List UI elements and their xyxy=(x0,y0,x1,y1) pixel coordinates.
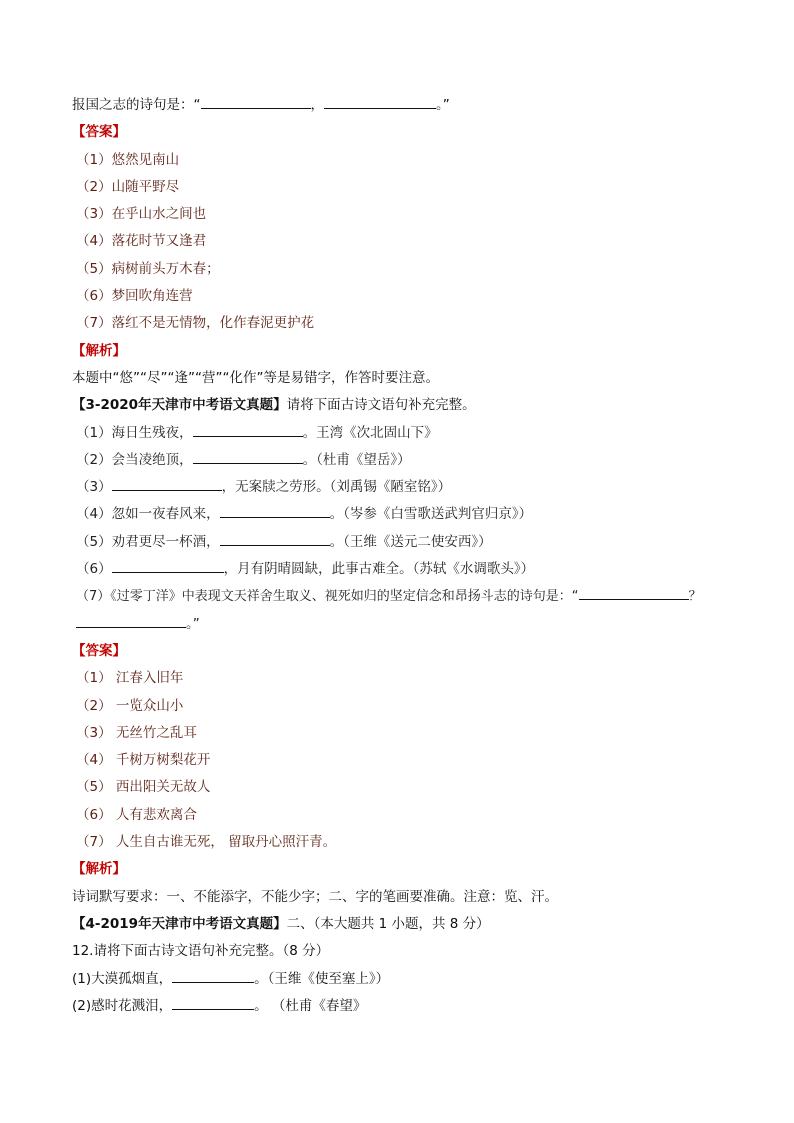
question-text: （6） xyxy=(76,561,112,578)
answer-blank xyxy=(76,613,186,628)
question-text: 。王湾《次北固山下》 xyxy=(302,424,438,441)
question-4-1 xyxy=(72,966,732,993)
section-3-instruction: 请将下面古诗文语句补充完整。 xyxy=(286,397,476,414)
question-text: 。（王维《送元二使安西》） xyxy=(329,533,492,550)
answer-blank xyxy=(193,422,303,437)
intro-mid: ， xyxy=(310,97,324,113)
answer-blank xyxy=(112,476,222,491)
answer-3-6: （6） 人有悲欢离合 xyxy=(76,806,197,823)
question-3-4 xyxy=(72,501,732,528)
document-page xyxy=(72,92,732,1020)
answer-blank xyxy=(172,968,254,983)
analysis-label: 【解析】 xyxy=(72,342,126,359)
question-text: 。（杜甫《望岳》） xyxy=(302,451,411,468)
analysis-1: 本题中“悠”“尽”“逢”“营”“化作”等是易错字，作答时要注意。 xyxy=(72,369,439,386)
section-4-rest: 二、（本大题共 1 小题，共 8 分） xyxy=(286,915,490,932)
answer-blank xyxy=(579,585,689,600)
question-3-7 xyxy=(72,583,732,610)
section-3-heading xyxy=(72,392,732,419)
answer-3-5: （5） 西出阳关无故人 xyxy=(76,779,211,796)
answer-1-1: （1）悠然见南山 xyxy=(76,151,180,168)
section-4-title: 【4-2019年天津市中考语文真题】 xyxy=(72,915,287,932)
answer-1-7: （7）落红不是无情物，化作春泥更护花 xyxy=(76,315,315,332)
question-text: ，无案牍之劳形。（刘禹锡《陋室铭》） xyxy=(221,479,452,496)
question-text: （1）海日生残夜， xyxy=(76,424,193,441)
question-text: 。 （杜甫《春望》 xyxy=(254,997,367,1014)
answer-blank xyxy=(324,94,436,109)
question-text: （7）《过零丁洋》中表现文天祥舍生取义、视死如归的坚定信念和昂扬斗志的诗句是：“ xyxy=(76,589,579,605)
question-text: ，月有阴晴圆缺，此事古难全。（苏轼《水调歌头》） xyxy=(223,561,535,578)
answer-3-2: （2） 一览众山小 xyxy=(76,697,184,714)
answer-1-2: （2）山随平野尽 xyxy=(76,178,180,195)
intro-post: 。” xyxy=(436,97,450,113)
answer-3-7: （7） 人生自古谁无死， 留取丹心照汗青。 xyxy=(76,834,337,851)
question-text: （4）忽如一夜春风来， xyxy=(76,506,220,523)
question-3-2 xyxy=(72,447,732,474)
question-text: （2）会当凌绝顶， xyxy=(76,451,193,468)
question-text: (2)感时花溅泪， xyxy=(72,997,173,1014)
analysis-label: 【解析】 xyxy=(72,861,126,878)
answer-label: 【答案】 xyxy=(72,642,126,659)
answer-1-3: （3）在乎山水之间也 xyxy=(76,206,207,223)
answer-1-6: （6）梦回吹角连营 xyxy=(76,288,193,305)
answer-label: 【答案】 xyxy=(72,124,126,141)
question-12: 12.请将下面古诗文语句补充完整。（8 分） xyxy=(72,943,330,960)
question-text: （3） xyxy=(76,479,112,496)
question-4-2 xyxy=(72,993,732,1020)
answer-blank xyxy=(112,558,224,573)
answer-blank xyxy=(193,449,303,464)
question-text: 。” xyxy=(186,615,200,632)
question-text: 。（王维《使至塞上》） xyxy=(254,970,390,987)
section-3-title: 【3-2020年天津市中考语文真题】 xyxy=(72,397,287,414)
answer-blank xyxy=(220,503,330,518)
answer-blank xyxy=(220,531,330,546)
question-text: (1)大漠孤烟直， xyxy=(72,970,173,987)
answer-3-1: （1） 江春入旧年 xyxy=(76,670,184,687)
question-3-3 xyxy=(72,474,732,501)
question-3-7-cont xyxy=(72,611,732,638)
question-text: （5）劝君更尽一杯酒， xyxy=(76,533,220,550)
answer-3-3: （3） 无丝竹之乱耳 xyxy=(76,724,197,741)
question-3-1 xyxy=(72,420,732,447)
section-4-heading xyxy=(72,911,732,938)
question-3-6 xyxy=(72,556,732,583)
answer-3-4: （4） 千树万树梨花开 xyxy=(76,752,211,769)
answer-1-5: （5）病树前头万木春； xyxy=(76,260,220,277)
question-3-5 xyxy=(72,529,732,556)
intro-line xyxy=(72,92,732,119)
question-text: ？ xyxy=(688,589,702,605)
analysis-3: 诗词默写要求：一、不能添字，不能少字；二、字的笔画要准确。注意：览、汗。 xyxy=(72,888,558,905)
intro-pre: 报国之志的诗句是：“ xyxy=(72,97,201,113)
answer-1-4: （4）落花时节又逢君 xyxy=(76,233,207,250)
question-text: 。（岑参《白雪歌送武判官归京》） xyxy=(329,506,533,523)
answer-blank xyxy=(172,995,254,1010)
answer-blank xyxy=(201,94,311,109)
